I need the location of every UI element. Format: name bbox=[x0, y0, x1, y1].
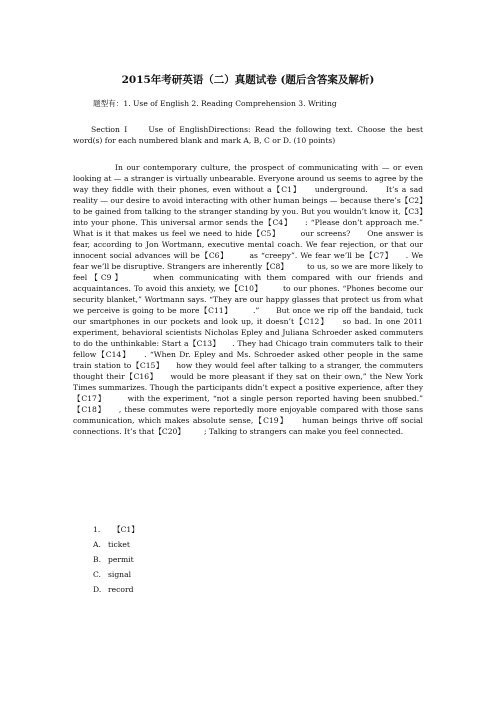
option-b[interactable] bbox=[93, 552, 139, 567]
option-letter: D. bbox=[93, 585, 102, 594]
question-header bbox=[93, 522, 139, 537]
section-directions: Section I Use of EnglishDirections: Read the following text. Choose the best word(s) for each numbered blank and mark A, B, C or D. (10 points) bbox=[73, 125, 423, 145]
option-text: ticket bbox=[108, 540, 130, 549]
question-types-line: 题型有：1. Use of English 2. Reading Comprehension 3. Writing bbox=[93, 99, 337, 108]
option-c[interactable] bbox=[93, 567, 139, 582]
option-letter: C. bbox=[93, 570, 101, 579]
option-letter: A. bbox=[93, 540, 101, 549]
question-1 bbox=[93, 522, 139, 597]
option-d[interactable] bbox=[93, 582, 139, 597]
question-number: 1. bbox=[93, 525, 101, 534]
cloze-passage: In our contemporary culture, the prospect of communicating with — or even looking at — a stranger is virtually unbearable. Everyone around us seems to agree by the way they fiddle with their phones, even without a【C1】 underground. It’s a sad reality — our desire to avoid interacting with other human beings — because there’s【C2】 to be gained from talking to the stranger standing by you. But you wouldn’t know it,【C3】 into your phone. This universal armor sends the【C4】 : “Please don’t approach me.” What is it that makes us feel we need to hide【C5】 our screens? One answer is fear, according to Jon Wortmann, executive mental coach. We fear rejection, or that our innocent social advances will be【C6】 as “creepy”. We fear we’ll be【C7】 . We fear we’ll be disruptive. Strangers are inherently【C8】 to us, so we are more likely to feel【C9】 when communicating with them compared with our friends and acquaintances. To avoid this anxiety, we【C10】 to our phones. “Phones become our security blanket,” Wortmann says. “They are our happy glasses that protect us from what we perceive is going to be more【C11】 .” But once we rip off the bandaid, tuck our smartphones in our pockets and look up, it doesn’t【C12】 so bad. In one 2011 experiment, behavioral scientists Nicholas Epley and Juliana Schroeder asked commuters to do the unthinkable: Start a【C13】 . They had Chicago train commuters talk to their fellow【C14】 . “When Dr. Epley and Ms. Schroeder asked other people in the same train station to【C15】 how they would feel after talking to a stranger, the commuters thought their【C16】 would be more pleasant if they sat on their own,” the New York Times summarizes. Though the participants didn’t expect a positive experience, after they【C17】 with the experiment, “not a single person reported having been snubbed.” 【C18】 , these commutes were reportedly more enjoyable compared with those sans communication, which makes absolute sense,【C19】 human beings thrive off social connections. It’s that【C20】 ; Talking to strangers can make you feel connected. bbox=[73, 163, 446, 436]
option-text: permit bbox=[108, 555, 134, 564]
document-title: 2015年考研英语（二）真题试卷 (题后含答案及解析) bbox=[121, 74, 375, 86]
option-text: signal bbox=[108, 570, 132, 579]
option-a[interactable] bbox=[93, 537, 139, 552]
option-letter: B. bbox=[93, 555, 101, 564]
question-label: 【C1】 bbox=[113, 525, 139, 534]
option-text: record bbox=[108, 585, 134, 594]
